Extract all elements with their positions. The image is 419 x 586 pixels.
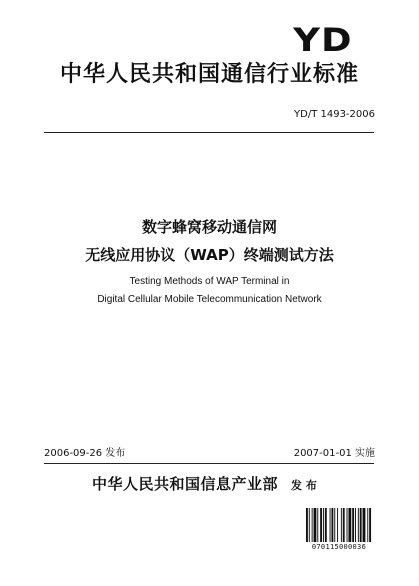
issuing-authority: 中华人民共和国信息产业部 bbox=[92, 475, 279, 493]
standard-category-title: 中华人民共和国通信行业标准 bbox=[59, 62, 359, 87]
document-title-en-line2: Digital Cellular Mobile Telecommunication Network bbox=[97, 294, 322, 305]
document-title-cn-line2: 无线应用协议（WAP）终端测试方法 bbox=[85, 246, 334, 264]
document-title-cn-line1: 数字蜂窝移动通信网 bbox=[141, 218, 277, 236]
bottom-divider bbox=[44, 463, 374, 464]
implementation-date: 2007-01-01 实施 bbox=[293, 448, 375, 459]
barcode-graphic bbox=[306, 508, 372, 542]
standard-number: YD/T 1493-2006 bbox=[294, 109, 375, 120]
yd-logo: YD bbox=[293, 21, 353, 59]
barcode-number: 070115000036 bbox=[311, 543, 367, 551]
top-divider bbox=[44, 132, 374, 133]
issuing-authority-suffix: 发 布 bbox=[291, 479, 317, 492]
issue-date: 2006-09-26 发布 bbox=[44, 448, 126, 459]
document-title-en-line1: Testing Methods of WAP Terminal in bbox=[129, 276, 290, 287]
